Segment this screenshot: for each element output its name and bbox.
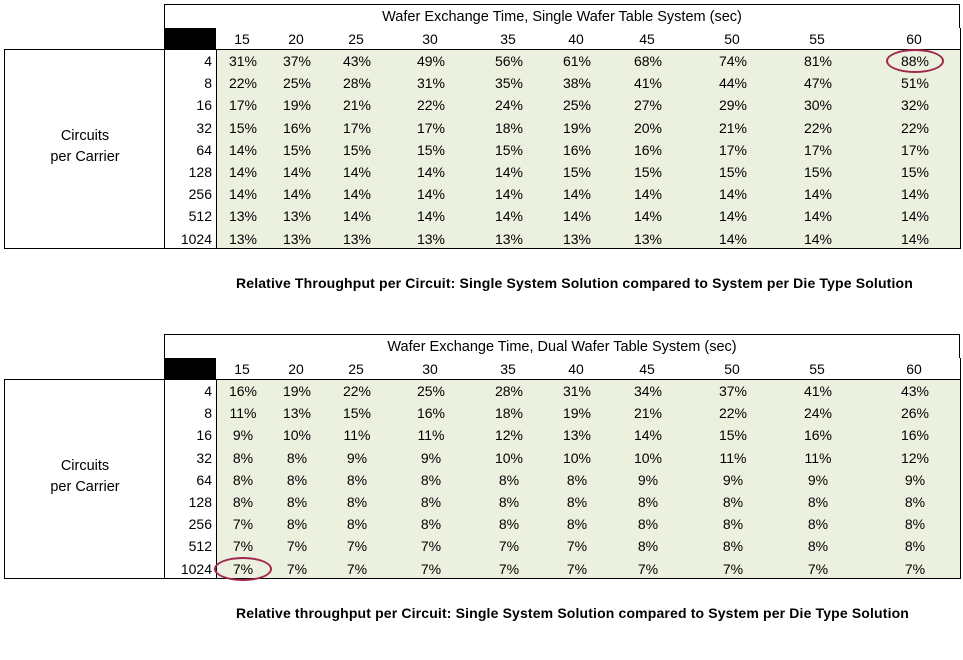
- table-cell: 16%: [282, 119, 312, 136]
- table-cell: 17%: [228, 97, 258, 114]
- table-cell: 8%: [498, 471, 520, 488]
- table-cell: 14%: [416, 186, 446, 203]
- table-cell: 8%: [420, 494, 442, 510]
- table-cell: 8%: [346, 516, 368, 533]
- row-header: 32: [196, 449, 212, 466]
- table-cell: 14%: [228, 141, 258, 158]
- table-cell: 8%: [637, 516, 659, 533]
- table-cell: 11%: [343, 427, 371, 444]
- table-cell: 17%: [342, 119, 372, 136]
- table-cell: 15%: [718, 427, 748, 444]
- table-cell: 13%: [282, 230, 312, 247]
- row-group-label-box: [4, 49, 164, 249]
- dual-wafer-table: [0, 330, 963, 660]
- row-group-label: [5, 456, 165, 498]
- table-cell: 7%: [420, 560, 442, 577]
- table-cell: 8%: [722, 494, 744, 510]
- table-cell: 8%: [232, 471, 254, 488]
- table-cell: 12%: [494, 427, 524, 444]
- row-group-label: [5, 126, 165, 168]
- table-cell: 14%: [228, 164, 258, 180]
- table-cell: 9%: [232, 427, 254, 444]
- table-cell: 19%: [562, 119, 592, 136]
- table-cell: 8%: [420, 471, 442, 488]
- table-cell: 27%: [633, 97, 663, 114]
- table-cell: 28%: [494, 383, 524, 399]
- table-cell: 31%: [228, 53, 258, 69]
- table-cell: 17%: [718, 141, 748, 158]
- table-cell: 19%: [282, 383, 312, 399]
- row-header: 8: [204, 405, 212, 422]
- table-cell: 21%: [633, 405, 663, 422]
- table-cell: 15%: [803, 164, 833, 180]
- table-cell: 15%: [900, 164, 930, 180]
- table-cell: 10%: [562, 449, 592, 466]
- table-cell: 14%: [494, 208, 524, 225]
- row-header: 8: [204, 75, 212, 92]
- table-cell: 14%: [562, 208, 592, 225]
- row-header: 1024: [180, 230, 212, 247]
- table-cell: 14%: [342, 186, 372, 203]
- table-cell: 18%: [494, 405, 524, 422]
- table-cell: 37%: [718, 383, 748, 399]
- table-cell: 22%: [228, 75, 258, 92]
- row-group-label-line2: per Carrier: [50, 149, 120, 165]
- table-cell: 8%: [286, 516, 308, 533]
- row-header: 4: [204, 53, 212, 69]
- table-cell: 16%: [900, 427, 930, 444]
- table-cell: 19%: [282, 97, 312, 114]
- table-cell: 14%: [803, 208, 833, 225]
- table-cell: 8%: [346, 471, 368, 488]
- table-cell: 13%: [562, 427, 592, 444]
- table-cell: 25%: [416, 383, 446, 399]
- table-cell: 13%: [228, 208, 258, 225]
- table-cell: 14%: [803, 230, 833, 247]
- table-cell: 14%: [282, 186, 312, 203]
- table-cell: 30%: [803, 97, 833, 114]
- table-cell: 14%: [342, 164, 372, 180]
- table-cell: 11%: [229, 405, 257, 422]
- table-cell: 15%: [282, 141, 312, 158]
- table-cell: 8%: [346, 494, 368, 510]
- table-cell: 16%: [803, 427, 833, 444]
- table-cell: 15%: [718, 164, 748, 180]
- table-cell: 8%: [904, 538, 926, 555]
- row-group-label-line1: Circuits: [60, 128, 110, 144]
- table-title: Wafer Exchange Time, Single Wafer Table System (sec): [164, 4, 960, 28]
- table-cell: 37%: [282, 53, 312, 69]
- table-cell: 14%: [282, 164, 312, 180]
- table-cell: 56%: [494, 53, 524, 69]
- table-cell: 7%: [904, 560, 926, 577]
- table-cell: 8%: [807, 538, 829, 555]
- table-cell: 35%: [494, 75, 524, 92]
- table-cell: 51%: [900, 75, 930, 92]
- column-header: 20: [288, 361, 304, 377]
- table-cell: 16%: [416, 405, 446, 422]
- data-grid: [216, 379, 961, 579]
- column-header: 35: [500, 361, 516, 377]
- table-cell: 7%: [498, 560, 520, 577]
- table-cell: 14%: [228, 186, 258, 203]
- table-cell: 14%: [494, 186, 524, 203]
- table-cell: 14%: [718, 208, 748, 225]
- table-cell: 14%: [416, 164, 446, 180]
- row-header: 128: [188, 494, 212, 510]
- column-header: 30: [422, 31, 438, 47]
- table-cell: 15%: [633, 164, 663, 180]
- table-cell: 8%: [722, 516, 744, 533]
- table-cell: 13%: [342, 230, 372, 247]
- row-header: 32: [196, 119, 212, 136]
- table-cell: 81%: [803, 53, 833, 69]
- data-grid: [216, 49, 961, 249]
- column-header: 25: [348, 31, 364, 47]
- table-cell: 8%: [498, 516, 520, 533]
- column-header: 50: [724, 31, 740, 47]
- table-cell: 74%: [718, 53, 748, 69]
- column-header: 60: [906, 31, 922, 47]
- table-cell: 7%: [232, 560, 254, 577]
- table-cell: 15%: [342, 141, 372, 158]
- row-header: 64: [196, 141, 212, 158]
- table-cell: 44%: [718, 75, 748, 92]
- column-header: 60: [906, 361, 922, 377]
- table-cell: 22%: [342, 383, 372, 399]
- table-caption: Relative throughput per Circuit: Single System Solution compared to System per Die Type Solution: [236, 605, 910, 621]
- table-cell: 8%: [904, 494, 926, 510]
- table-cell: 12%: [900, 449, 930, 466]
- table-cell: 43%: [900, 383, 930, 399]
- column-header: 55: [809, 361, 825, 377]
- table-cell: 8%: [420, 516, 442, 533]
- table-cell: 22%: [900, 119, 930, 136]
- table-cell: 17%: [416, 119, 446, 136]
- table-cell: 24%: [494, 97, 524, 114]
- table-cell: 8%: [722, 538, 744, 555]
- table-cell: 41%: [803, 383, 833, 399]
- table-cell: 24%: [803, 405, 833, 422]
- row-header: 64: [196, 471, 212, 488]
- table-cell: 8%: [807, 516, 829, 533]
- row-header: 256: [188, 186, 212, 203]
- table-cell: 7%: [722, 560, 744, 577]
- table-cell: 8%: [286, 471, 308, 488]
- table-cell: 22%: [718, 405, 748, 422]
- table-cell: 25%: [282, 75, 312, 92]
- table-cell: 7%: [232, 516, 254, 533]
- table-cell: 8%: [807, 494, 829, 510]
- table-cell: 16%: [228, 383, 258, 399]
- row-group-label-line2: per Carrier: [50, 479, 120, 495]
- table-cell: 8%: [286, 449, 308, 466]
- row-header: 128: [188, 164, 212, 180]
- row-header: 512: [188, 208, 212, 225]
- table-cell: 14%: [342, 208, 372, 225]
- table-cell: 22%: [803, 119, 833, 136]
- table-cell: 15%: [228, 119, 258, 136]
- table-cell: 13%: [416, 230, 446, 247]
- table-cell: 21%: [718, 119, 748, 136]
- table-cell: 14%: [900, 186, 930, 203]
- table-cell: 13%: [494, 230, 524, 247]
- table-cell: 31%: [562, 383, 592, 399]
- column-header: 25: [348, 361, 364, 377]
- table-cell: 15%: [562, 164, 592, 180]
- table-cell: 7%: [346, 538, 368, 555]
- row-header: 1024: [180, 560, 212, 577]
- table-cell: 13%: [282, 208, 312, 225]
- table-cell: 17%: [803, 141, 833, 158]
- table-cell: 15%: [416, 141, 446, 158]
- table-cell: 9%: [904, 471, 926, 488]
- table-cell: 8%: [637, 494, 659, 510]
- table-title: Wafer Exchange Time, Dual Wafer Table System (sec): [164, 334, 960, 358]
- table-cell: 9%: [346, 449, 368, 466]
- table-cell: 16%: [633, 141, 663, 158]
- table-cell: 8%: [232, 494, 254, 510]
- table-cell: 11%: [719, 449, 747, 466]
- table-cell: 28%: [342, 75, 372, 92]
- table-cell: 14%: [803, 186, 833, 203]
- table-cell: 13%: [562, 230, 592, 247]
- table-cell: 7%: [498, 538, 520, 555]
- table-cell: 21%: [342, 97, 372, 114]
- table-cell: 8%: [498, 494, 520, 510]
- table-cell: 13%: [228, 230, 258, 247]
- table-cell: 14%: [633, 208, 663, 225]
- table-cell: 9%: [637, 471, 659, 488]
- row-header: 16: [196, 97, 212, 114]
- table-cell: 38%: [562, 75, 592, 92]
- table-cell: 61%: [562, 53, 592, 69]
- table-cell: 10%: [282, 427, 312, 444]
- table-cell: 49%: [416, 53, 446, 69]
- table-cell: 14%: [633, 427, 663, 444]
- row-header: 16: [196, 427, 212, 444]
- table-cell: 7%: [232, 538, 254, 555]
- table-cell: 41%: [633, 75, 663, 92]
- table-cell: 15%: [494, 141, 524, 158]
- table-cell: 11%: [417, 427, 445, 444]
- column-headers: [216, 358, 961, 379]
- table-cell: 7%: [286, 538, 308, 555]
- table-cell: 8%: [637, 538, 659, 555]
- row-group-label-box: [4, 379, 164, 579]
- table-cell: 7%: [566, 538, 588, 555]
- table-cell: 14%: [494, 164, 524, 180]
- column-header: 30: [422, 361, 438, 377]
- table-cell: 13%: [282, 405, 312, 422]
- table-cell: 8%: [232, 449, 254, 466]
- table-cell: 43%: [342, 53, 372, 69]
- table-cell: 7%: [807, 560, 829, 577]
- table-cell: 19%: [562, 405, 592, 422]
- row-headers: [164, 49, 216, 249]
- table-cell: 22%: [416, 97, 446, 114]
- table-cell: 14%: [718, 230, 748, 247]
- table-caption: Relative Throughput per Circuit: Single System Solution compared to System per Die Type Solution: [236, 275, 913, 291]
- table-cell: 14%: [562, 186, 592, 203]
- table-cell: 8%: [286, 494, 308, 510]
- table-cell: 32%: [900, 97, 930, 114]
- table-cell: 88%: [900, 53, 930, 69]
- column-header: 45: [639, 361, 655, 377]
- table-cell: 14%: [900, 208, 930, 225]
- table-cell: 7%: [637, 560, 659, 577]
- table-cell: 9%: [722, 471, 744, 488]
- table-cell: 26%: [900, 405, 930, 422]
- header-corner-cell: [164, 28, 216, 49]
- row-header: 256: [188, 516, 212, 533]
- column-header: 20: [288, 31, 304, 47]
- column-header: 55: [809, 31, 825, 47]
- header-corner-cell: [164, 358, 216, 379]
- column-header: 40: [568, 31, 584, 47]
- table-cell: 17%: [900, 141, 930, 158]
- table-cell: 8%: [566, 516, 588, 533]
- row-header: 512: [188, 538, 212, 555]
- column-header: 40: [568, 361, 584, 377]
- table-cell: 14%: [900, 230, 930, 247]
- column-header: 15: [234, 31, 250, 47]
- row-group-label-line1: Circuits: [60, 458, 110, 474]
- row-header: 4: [204, 383, 212, 399]
- table-cell: 14%: [718, 186, 748, 203]
- column-header: 50: [724, 361, 740, 377]
- table-cell: 25%: [562, 97, 592, 114]
- table-cell: 10%: [494, 449, 524, 466]
- table-cell: 15%: [342, 405, 372, 422]
- column-header: 15: [234, 361, 250, 377]
- table-cell: 29%: [718, 97, 748, 114]
- table-cell: 47%: [803, 75, 833, 92]
- table-cell: 18%: [494, 119, 524, 136]
- table-cell: 11%: [804, 449, 832, 466]
- row-headers: [164, 379, 216, 579]
- table-cell: 10%: [633, 449, 663, 466]
- table-cell: 34%: [633, 383, 663, 399]
- column-header: 45: [639, 31, 655, 47]
- column-header: 35: [500, 31, 516, 47]
- table-cell: 20%: [633, 119, 663, 136]
- table-cell: 31%: [416, 75, 446, 92]
- table-cell: 16%: [562, 141, 592, 158]
- table-cell: 7%: [420, 538, 442, 555]
- table-cell: 9%: [807, 471, 829, 488]
- table-cell: 9%: [420, 449, 442, 466]
- column-headers: [216, 28, 961, 49]
- table-cell: 7%: [286, 560, 308, 577]
- table-cell: 7%: [346, 560, 368, 577]
- table-cell: 8%: [566, 471, 588, 488]
- table-cell: 68%: [633, 53, 663, 69]
- table-cell: 7%: [566, 560, 588, 577]
- table-cell: 13%: [633, 230, 663, 247]
- table-cell: 14%: [416, 208, 446, 225]
- table-cell: 8%: [566, 494, 588, 510]
- table-cell: 8%: [904, 516, 926, 533]
- table-cell: 14%: [633, 186, 663, 203]
